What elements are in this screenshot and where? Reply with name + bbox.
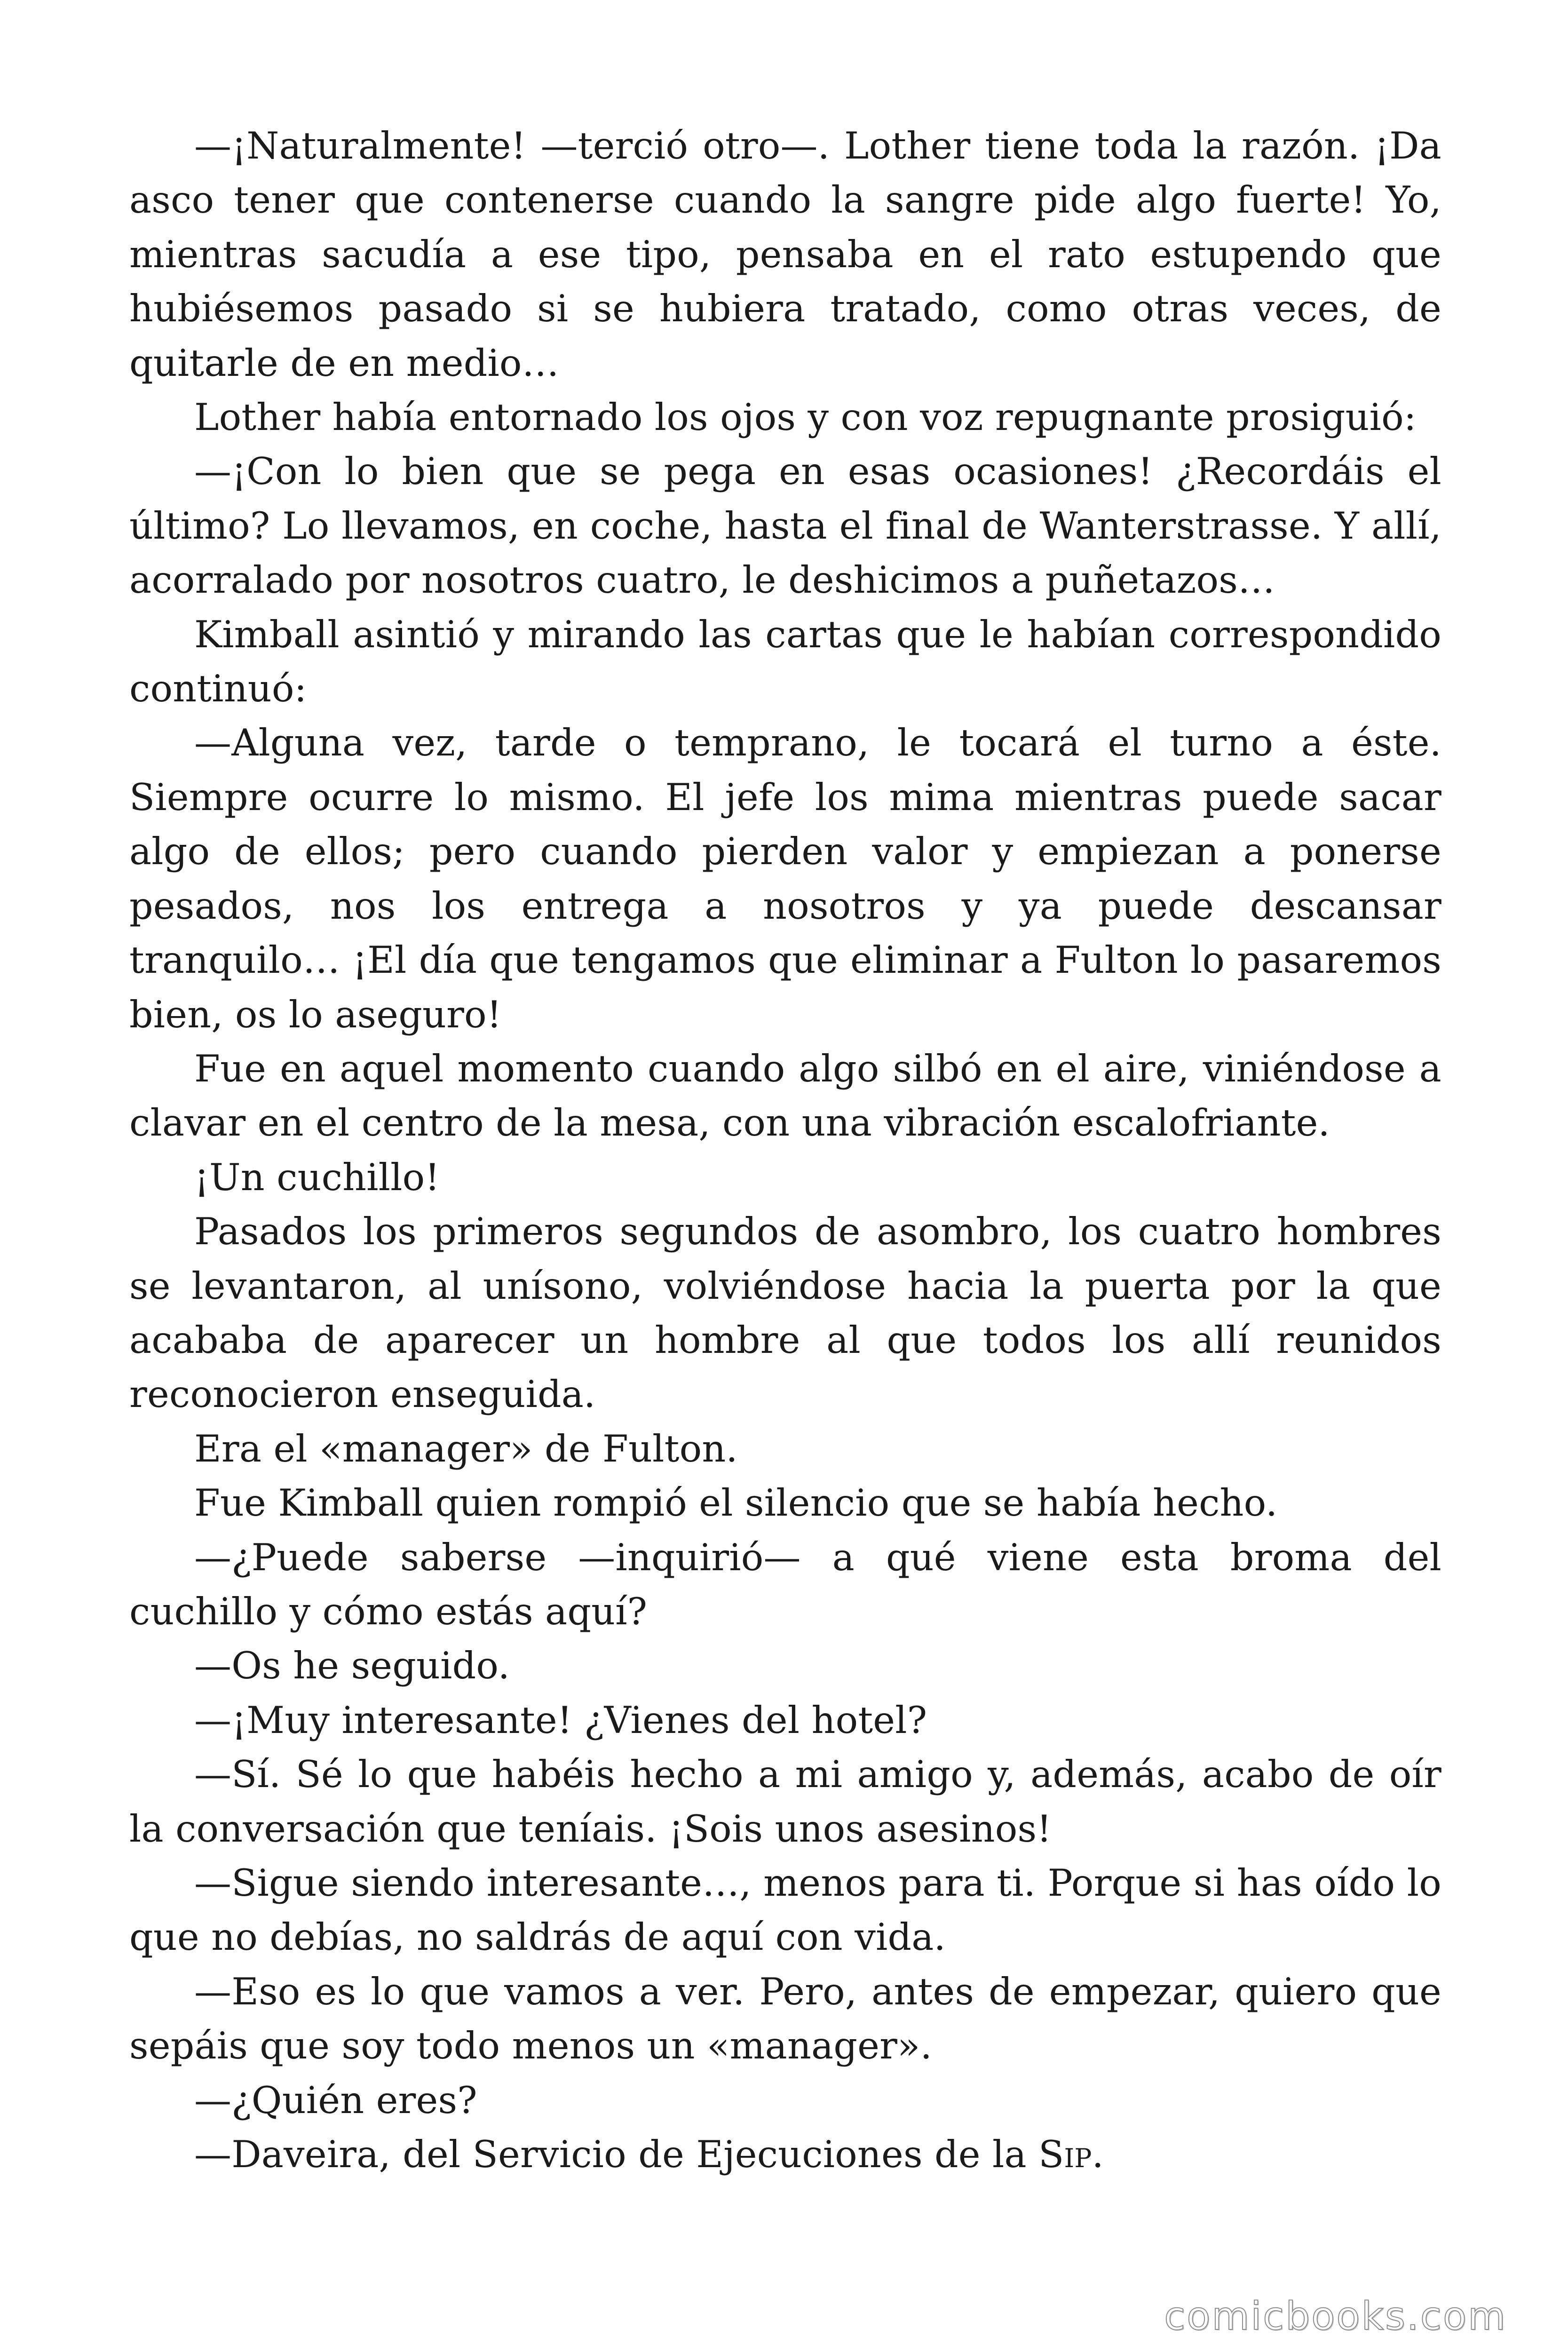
paragraph: —Sigue siendo interesante…, menos para ti. Porque si has oído lo que no debías, no saldrás de aquí con vida.: [129, 1861, 1441, 1959]
paragraph: —¿Puede saberse —inquirió— a qué viene esta broma del cuchillo y cómo estás aquí?: [129, 1535, 1441, 1633]
paragraph: —¿Quién eres?: [194, 2078, 477, 2122]
paragraph: Era el «manager» de Fulton.: [194, 1427, 738, 1470]
body-text: [129, 119, 1441, 2182]
paragraph: —¡Con lo bien que se pega en esas ocasiones! ¿Recordáis el último? Lo llevamos, en coche, hasta el final de Wanterstrasse. Y allí, acorralado por nosotros cuatro, le deshicimos a puñetazos…: [129, 450, 1441, 602]
last-paragraph-text: —Daveira, del Servicio de Ejecuciones de la: [194, 2133, 1039, 2177]
paragraph: —Eso es lo que vamos a ver. Pero, antes de empezar, quiero que sepáis que soy todo menos un «manager».: [129, 1970, 1441, 2068]
paragraph: Fue en aquel momento cuando algo silbó en el aire, viniéndose a clavar en el centro de la mesa, con una vibración escalofriante.: [129, 1047, 1441, 1145]
paragraph: —Alguna vez, tarde o temprano, le tocará el turno a éste. Siempre ocurre lo mismo. El jefe los mima mientras puede sacar algo de ellos; pero cuando pierden valor y empiezan a ponerse pesados, nos los entrega a nosotros y ya puede descansar tranquilo… ¡El día que tengamos que eliminar a Fulton lo pasaremos bien, os lo aseguro!: [129, 721, 1441, 1036]
paragraph: Kimball asintió y mirando las cartas que le habían correspondido continuó:: [129, 612, 1441, 711]
paragraph: Pasados los primeros segundos de asombro, los cuatro hombres se levantaron, al unísono, volviéndose hacia la puerta por la que acababa de aparecer un hombre al que todos los allí reunidos reconocieron enseguida.: [129, 1210, 1441, 1416]
paragraph: Lother había entornado los ojos y con voz repugnante prosiguió:: [194, 396, 1417, 439]
paragraph: —¡Naturalmente! —terció otro—. Lother tiene toda la razón. ¡Da asco tener que contenerse cuando la sangre pide algo fuerte! Yo, mientras sacudía a ese tipo, pensaba en el rato estupendo que hubiésemos pasado si se hubiera tratado, como otras veces, de quitarle de en medio…: [129, 124, 1441, 385]
paragraph: ¡Un cuchillo!: [194, 1155, 440, 1199]
agency-acronym: Sip: [1038, 2133, 1092, 2177]
paragraph: —¡Muy interesante! ¿Vienes del hotel?: [194, 1698, 927, 1742]
last-paragraph-end: .: [1092, 2133, 1104, 2177]
paragraph: —Os he seguido.: [194, 1644, 510, 1688]
watermark: comicbooks.com: [1164, 2294, 1507, 2339]
paragraph: Fue Kimball quien rompió el silencio que se había hecho.: [194, 1481, 1278, 1525]
last-paragraph: [129, 2128, 1441, 2182]
paragraph: —Sí. Sé lo que habéis hecho a mi amigo y, además, acabo de oír la conversación que teníais. ¡Sois unos asesinos!: [129, 1753, 1441, 1851]
